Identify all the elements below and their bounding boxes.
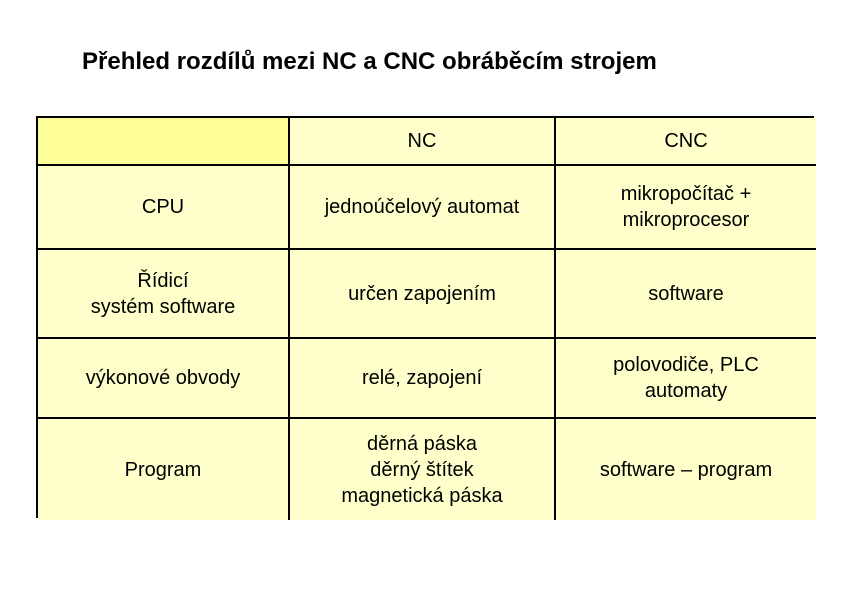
cell-cpu-nc: jednoúčelový automat	[290, 166, 556, 250]
cell-cpu-cnc: mikropočítač + mikroprocesor	[556, 166, 816, 250]
table-header-nc: NC	[290, 118, 556, 166]
cell-program-nc: děrná páska děrný štítek magnetická páska	[290, 419, 556, 520]
table-header-cnc: CNC	[556, 118, 816, 166]
cell-power-cnc: polovodiče, PLC automaty	[556, 339, 816, 419]
table-header-empty	[38, 118, 290, 166]
page-title: Přehled rozdílů mezi NC a CNC obráběcím strojem	[82, 48, 657, 75]
cell-control-nc: určen zapojením	[290, 250, 556, 339]
comparison-table	[36, 116, 814, 518]
cell-power-nc: relé, zapojení	[290, 339, 556, 419]
row-label-cpu: CPU	[38, 166, 290, 250]
row-label-program: Program	[38, 419, 290, 520]
row-label-power-circuits: výkonové obvody	[38, 339, 290, 419]
cell-program-cnc: software – program	[556, 419, 816, 520]
row-label-control-system: Řídicí systém software	[38, 250, 290, 339]
cell-control-cnc: software	[556, 250, 816, 339]
